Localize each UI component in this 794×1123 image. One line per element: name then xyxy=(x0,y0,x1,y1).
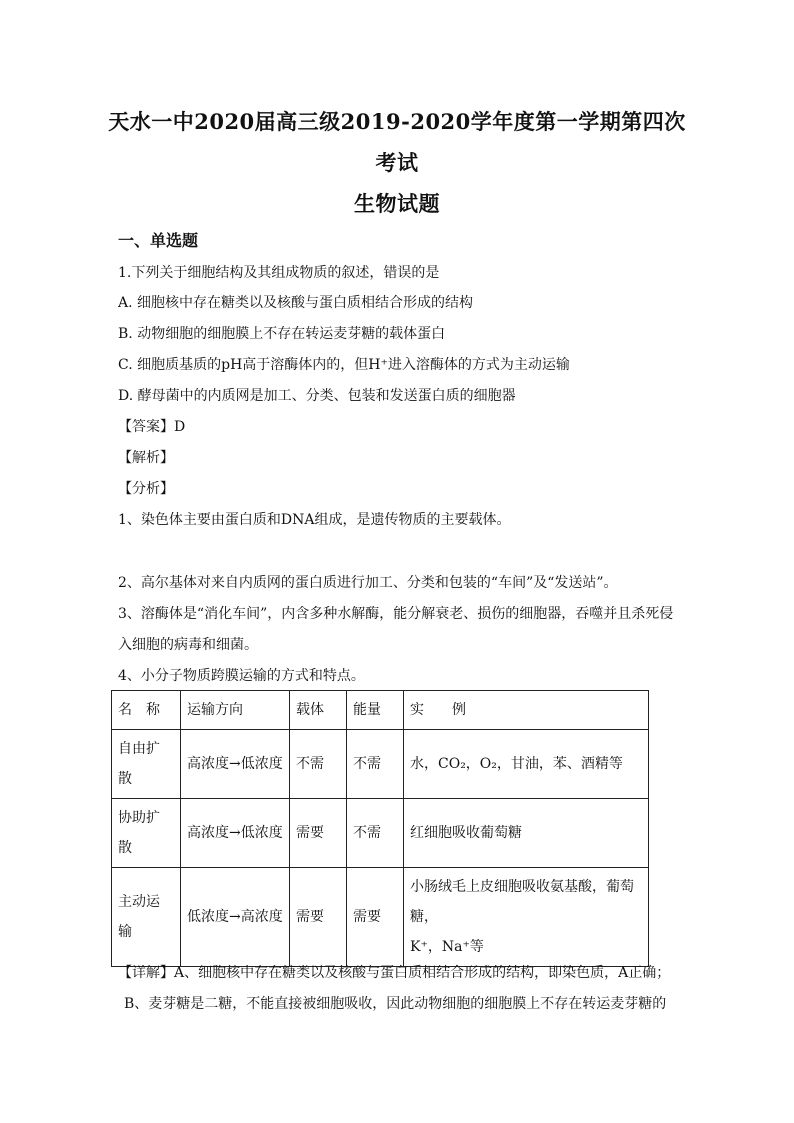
section-heading: 一、单选题 xyxy=(118,231,199,250)
note-1: 1、染色体主要由蛋白质和DNA组成，是遗传物质的主要载体。 xyxy=(118,512,511,528)
header-cell: 能量 xyxy=(347,691,404,730)
fenxi-label: 【分析】 xyxy=(118,481,174,497)
detail-line-1: 【详解】A、细胞核中存在糖类以及核酸与蛋白质相结合形成的结构，即染色质，A正确； xyxy=(118,965,671,981)
header-cell: 载体 xyxy=(290,691,347,730)
cell-line: 小肠绒毛上皮细胞吸收氨基酸，葡萄糖， xyxy=(410,879,634,925)
cell-line: 输 xyxy=(118,924,132,940)
note-2: 2、高尔基体对来自内质网的蛋白质进行加工、分类和包装的“车间”及“发送站”。 xyxy=(118,575,618,591)
note-3: 3、溶酶体是“消化车间”，内含多种水解酶，能分解衰老、损伤的细胞器，吞噬并且杀死侵 xyxy=(118,606,674,622)
exam-title-line1: 天水一中2020届高三级2019-2020学年度第一学期第四次 xyxy=(108,109,686,134)
option-d: D. 酵母菌中的内质网是加工、分类、包装和发送蛋白质的细胞器 xyxy=(118,388,516,404)
header-cell: 名 称 xyxy=(112,691,181,730)
cell-line: 自由扩 xyxy=(118,741,160,757)
option-b: B. 动物细胞的细胞膜上不存在转运麦芽糖的载体蛋白 xyxy=(118,326,446,342)
transport-table xyxy=(111,690,649,967)
subject-title: 生物试题 xyxy=(354,191,440,216)
cell-line: 协助扩 xyxy=(118,810,160,826)
question-stem: 1.下列关于细胞结构及其组成物质的叙述，错误的是 xyxy=(118,265,440,281)
table-row xyxy=(112,799,649,868)
carrier-cell: 需要 xyxy=(290,799,347,868)
note-3-cont: 入细胞的病毒和细菌。 xyxy=(118,637,258,653)
example-cell: 水，CO₂，O₂，甘油，苯、酒精等 xyxy=(404,730,649,799)
carrier-cell: 需要 xyxy=(290,868,347,967)
cell-line: 主动运 xyxy=(118,894,160,910)
energy-cell: 需要 xyxy=(347,868,404,967)
option-a: A. 细胞核中存在糖类以及核酸与蛋白质相结合形成的结构 xyxy=(118,295,474,311)
cell-line: 散 xyxy=(118,840,132,856)
exam-title-line2: 考试 xyxy=(375,150,419,175)
direction-cell: 高浓度→低浓度 xyxy=(181,799,290,868)
name-cell xyxy=(112,799,181,868)
header-cell: 运输方向 xyxy=(181,691,290,730)
name-cell xyxy=(112,730,181,799)
table-row xyxy=(112,730,649,799)
cell-line: K⁺，Na⁺等 xyxy=(410,939,484,955)
cell-line: 散 xyxy=(118,771,132,787)
direction-cell: 高浓度→低浓度 xyxy=(181,730,290,799)
table-row xyxy=(112,868,649,967)
note-4: 4、小分子物质跨膜运输的方式和特点。 xyxy=(118,668,365,684)
option-c: C. 细胞质基质的pH高于溶酶体内的，但H⁺进入溶酶体的方式为主动运输 xyxy=(118,357,570,373)
energy-cell: 不需 xyxy=(347,799,404,868)
direction-cell: 低浓度→高浓度 xyxy=(181,868,290,967)
energy-cell: 不需 xyxy=(347,730,404,799)
name-cell xyxy=(112,868,181,967)
analysis-label: 【解析】 xyxy=(118,450,174,466)
carrier-cell: 不需 xyxy=(290,730,347,799)
example-cell: 红细胞吸收葡萄糖 xyxy=(404,799,649,868)
header-cell: 实 例 xyxy=(404,691,649,730)
example-cell xyxy=(404,868,649,967)
detail-line-2: B、麦芽糖是二糖，不能直接被细胞吸收，因此动物细胞的细胞膜上不存在转运麦芽糖的 xyxy=(124,996,667,1012)
answer-label: 【答案】D xyxy=(118,419,186,435)
table-header-row xyxy=(112,691,649,730)
